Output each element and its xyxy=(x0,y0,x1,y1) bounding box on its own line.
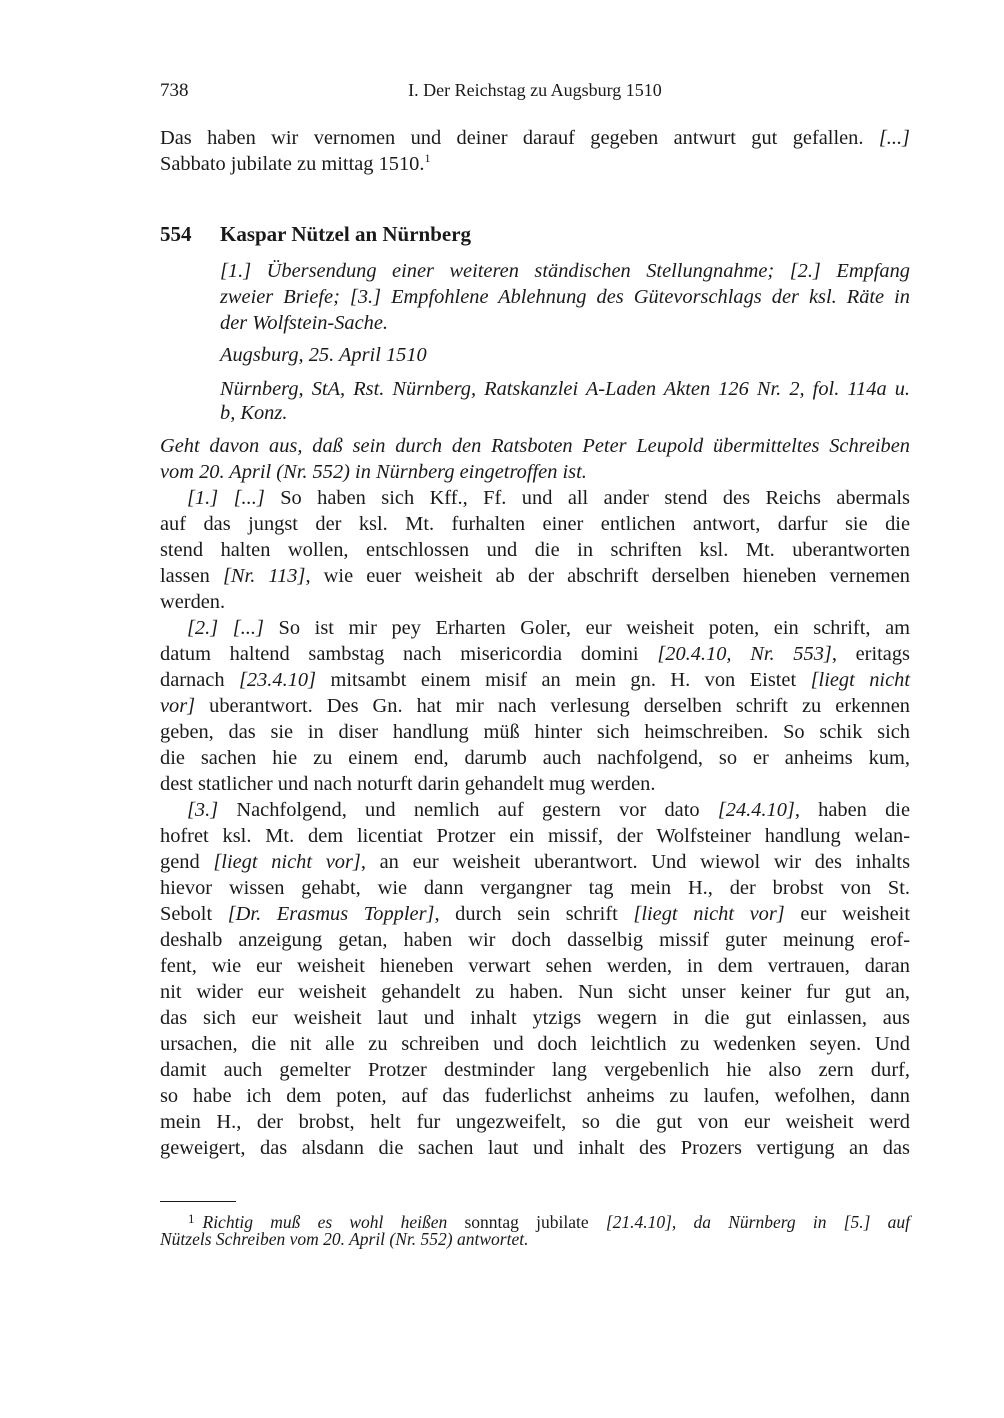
regest-line: der Wolfstein-Sache. xyxy=(220,312,389,334)
document-title: Kaspar Nützel an Nürnberg xyxy=(220,222,472,246)
text-line: gend [liegt nicht vor], an eur weisheit uberantwort. Und wiewol wir des inhalts xyxy=(160,851,911,873)
footnote-mark: 1 xyxy=(188,1211,195,1226)
text-line: vor] uberantwort. Des Gn. hat mir nach verlesung derselben schrift zu erkennen xyxy=(160,695,910,717)
document-number: 554 xyxy=(160,222,192,246)
text-line: stend halten wollen, entschlossen und die in schriften ksl. Mt. uberantworten xyxy=(160,539,910,561)
running-head xyxy=(160,80,910,108)
source-line: Nürnberg, StA, Rst. Nürnberg, Ratskanzlei A-Laden Akten 126 Nr. 2, fol. 114a u. xyxy=(220,378,910,400)
text-line: nit wider eur weisheit gehandelt zu haben. Nun sicht unser keiner fur gut an, xyxy=(160,981,910,1003)
text-line: werden. xyxy=(160,591,226,613)
footnote-rule xyxy=(160,1201,236,1202)
editorial-note: Geht davon aus, daß sein durch den Ratsboten Peter Leupold übermitteltes Schreiben xyxy=(160,435,910,457)
text-line: die sachen hie zu einem end, darumb auch nachfolgend, so er anheims kum, xyxy=(160,747,910,769)
text-line: lassen [Nr. 113], wie euer weisheit ab der abschrift derselben hieneben vernemen xyxy=(160,565,910,587)
text-line: Das haben wir vernomen und deiner darauf gegeben antwurt gut gefallen. [...] xyxy=(160,127,910,149)
text-line: dest statlicher und nach noturft darin gehandelt mug werden. xyxy=(160,773,656,795)
text-line: so habe ich dem poten, auf das fuderlichst anheims zu laufen, wefolhen, dann xyxy=(160,1085,910,1107)
text-line: auf das jungst der ksl. Mt. furhalten einer entlichen antwort, darfur sie die xyxy=(160,513,910,535)
text-line: damit auch gemelter Protzer destminder lang vergebenlich hie also zern durf, xyxy=(160,1059,910,1081)
text-line: [2.] [...] So ist mir pey Erharten Goler, eur weisheit poten, ein schrift, am xyxy=(187,617,910,639)
source-line: b, Konz. xyxy=(220,402,288,424)
text-line: ursachen, die nit alle zu schreiben und doch leichtlich zu wedenken seyen. Und xyxy=(160,1033,910,1055)
text-line: [3.] Nachfolgend, und nemlich auf gestern vor dato [24.4.10], haben die xyxy=(187,799,910,821)
page-number: 738 xyxy=(160,80,189,101)
text-line: Sebolt [Dr. Erasmus Toppler], durch sein schrift [liegt nicht vor] eur weisheit xyxy=(160,903,910,925)
text-line: hofret ksl. Mt. dem licentiat Protzer ein missif, der Wolfsteiner handlung welan- xyxy=(160,825,910,847)
text-line: Sabbato jubilate zu mittag 1510.$^1$ xyxy=(160,151,431,175)
text-line: deshalb anzeigung getan, haben wir doch dasselbig missif guter meinung erof- xyxy=(160,929,910,951)
place-date: Augsburg, 25. April 1510 xyxy=(220,344,427,366)
editorial-note: vom 20. April (Nr. 552) in Nürnberg eingetroffen ist. xyxy=(160,461,587,483)
regest-line: zweier Briefe; [3.] Empfohlene Ablehnung des Gütevorschlags der ksl. Räte in xyxy=(220,286,910,308)
text-line: fent, wie eur weisheit hieneben verwart sehen werden, in dem vertrauen, daran xyxy=(160,955,910,977)
text-line: datum haltend sambstag nach misericordia domini [20.4.10, Nr. 553], eritags xyxy=(160,643,910,665)
footnote-line: Nützels Schreiben vom 20. April (Nr. 552) antwortet. xyxy=(160,1229,529,1249)
footnote-ref[interactable]: 1 xyxy=(424,151,431,165)
text-line: das sich eur weisheit laut und inhalt ytzigs wegern in die gut einlassen, aus xyxy=(160,1007,910,1029)
text-line: darnach [23.4.10] mitsambt einem misif an mein gn. H. von Eistet [liegt nicht xyxy=(160,669,910,691)
text-line: hievor wissen gehabt, wie dann vergangner tag mein H., der brobst von St. xyxy=(160,877,910,899)
footnote-line: $^1$ Richtig muß es wohl heißen sonntag jubilate [21.4.10], da Nürnberg in [5.] auf xyxy=(188,1211,910,1232)
text-line: mein H., der brobst, helt fur ungezweifelt, so die gut von eur weisheit werd xyxy=(160,1111,910,1133)
text-line: [1.] [...] So haben sich Kff., Ff. und all ander stend des Reichs abermals xyxy=(187,487,910,509)
text-line: geweigert, das alsdann die sachen laut und inhalt des Prozers vertigung an das xyxy=(160,1137,910,1159)
text-line: geben, das sie in diser handlung müß hinter sich heimschreiben. So schik sich xyxy=(160,721,910,743)
regest-line: [1.] Übersendung einer weiteren ständischen Stellungnahme; [2.] Empfang xyxy=(220,260,910,282)
running-title: I. Der Reichstag zu Augsburg 1510 xyxy=(408,80,662,100)
